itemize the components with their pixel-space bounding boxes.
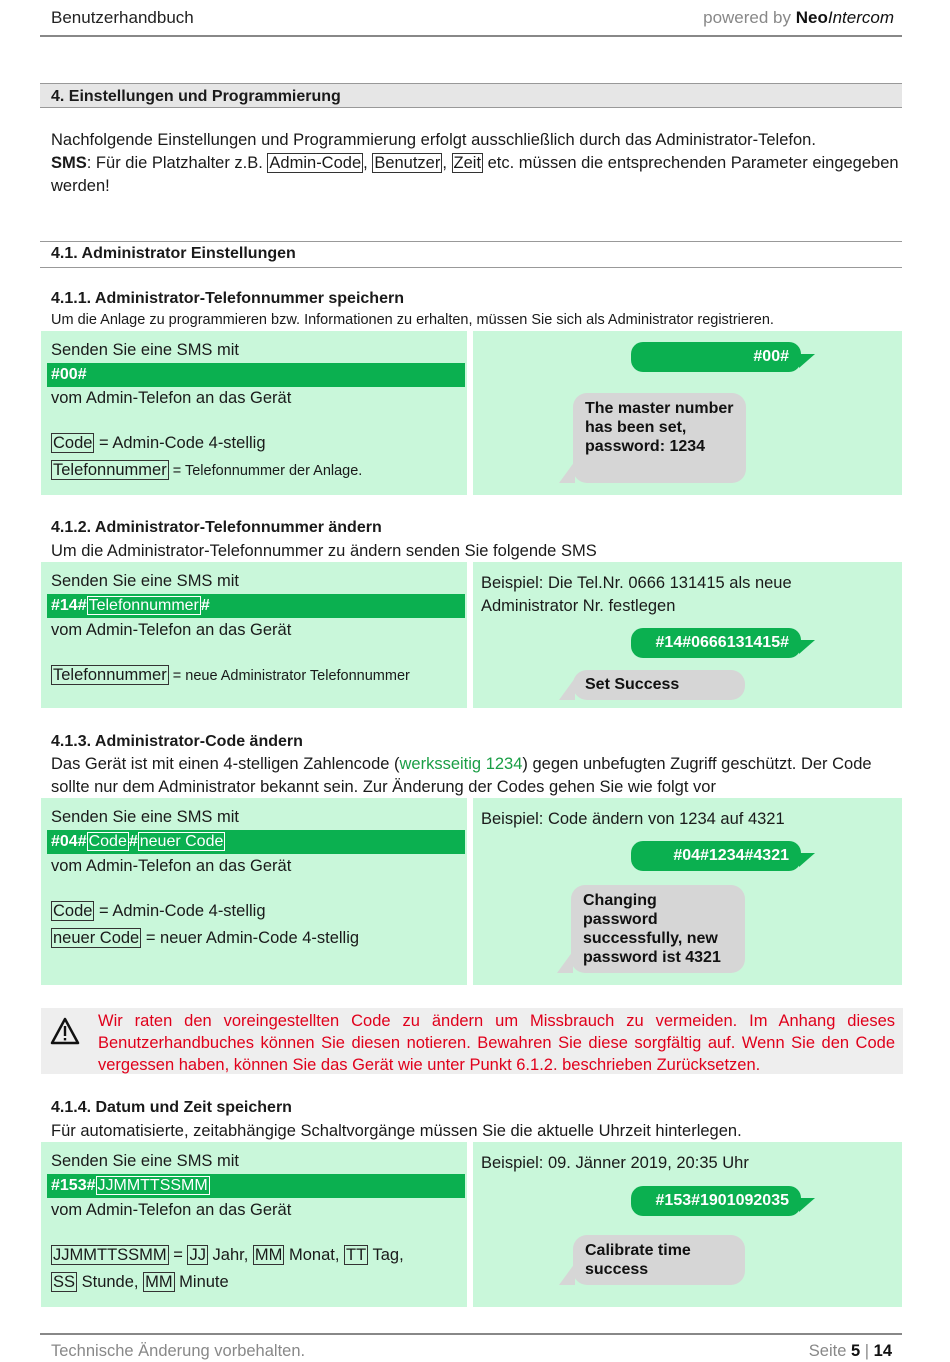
send-sms-label: Senden Sie eine SMS mit bbox=[51, 808, 240, 826]
section-412-desc: Um die Administrator-Telefonnummer zu ändern senden Sie folgende SMS bbox=[51, 542, 597, 560]
text-span: = Admin-Code 4-stellig bbox=[94, 434, 266, 452]
panel-divider bbox=[467, 1142, 473, 1307]
code-line bbox=[51, 434, 266, 453]
sms-bubble-sent: #14#0666131415# bbox=[631, 628, 801, 658]
panel-414 bbox=[41, 1142, 902, 1307]
text-span: Tag, bbox=[368, 1246, 404, 1264]
panel-divider bbox=[467, 562, 473, 708]
example-line2: Administrator Nr. festlegen bbox=[481, 597, 676, 615]
placeholder-new-code: neuer Code bbox=[139, 833, 224, 850]
section-4-line3: werden! bbox=[51, 177, 110, 195]
page-label: Seite bbox=[808, 1342, 847, 1360]
text-span: Jahr, bbox=[207, 1246, 253, 1264]
code-line bbox=[51, 902, 266, 921]
default-code-note: werksseitig 1234 bbox=[399, 755, 523, 773]
section-413-title: 4.1.3. Administrator-Code ändern bbox=[51, 733, 303, 750]
section-412-title: 4.1.2. Administrator-Telefonnummer ändern bbox=[51, 519, 382, 536]
placeholder-datetime: JJMMTTSSMM bbox=[53, 1246, 167, 1264]
brand-neo: Neo bbox=[795, 8, 828, 27]
sms-bubble-reply: Calibrate time success bbox=[573, 1235, 745, 1285]
cmd-prefix: #14# bbox=[51, 597, 87, 614]
from-admin-label: vom Admin-Telefon an das Gerät bbox=[51, 1201, 292, 1219]
section-414-title: 4.1.4. Datum und Zeit speichern bbox=[51, 1099, 292, 1116]
panel-412 bbox=[41, 562, 902, 708]
send-sms-label: Senden Sie eine SMS mit bbox=[51, 341, 240, 359]
total-pages: 14 bbox=[873, 1342, 892, 1360]
placeholder-new-code: neuer Code bbox=[53, 929, 140, 947]
section-41-title: 4.1. Administrator Einstellungen bbox=[51, 245, 296, 262]
warning-icon bbox=[50, 1017, 80, 1045]
section-4-text bbox=[51, 129, 903, 198]
text-span: = Admin-Code 4-stellig bbox=[94, 902, 266, 920]
powered-by: powered by bbox=[703, 8, 791, 27]
example-text: Beispiel: 09. Jänner 2019, 20:35 Uhr bbox=[481, 1154, 749, 1172]
section-4-title: 4. Einstellungen und Programmierung bbox=[40, 83, 902, 108]
sms-bubble-sent: #153#1901092035 bbox=[631, 1186, 801, 1216]
header-brand bbox=[703, 8, 894, 28]
panel-411 bbox=[41, 331, 902, 495]
text-span: , bbox=[442, 154, 452, 172]
from-admin-label: vom Admin-Telefon an das Gerät bbox=[51, 621, 292, 639]
example-text bbox=[481, 572, 792, 618]
tel-line bbox=[51, 461, 362, 480]
send-sms-label: Senden Sie eine SMS mit bbox=[51, 1152, 240, 1170]
sms-bubble-sent: #00# bbox=[631, 342, 801, 372]
placeholder-admin-code: Admin-Code bbox=[269, 154, 362, 172]
cmd-separator: # bbox=[128, 833, 138, 850]
sms-bubble-reply: Changing password successfully, new password ist 4321 bbox=[571, 885, 745, 973]
text-span: ) gegen unbefugten Zugriff geschützt. Der Code bbox=[522, 755, 872, 773]
placeholder-benutzer: Benutzer bbox=[374, 154, 441, 172]
page-number bbox=[809, 1342, 892, 1361]
sms-command bbox=[47, 594, 465, 618]
sms-command bbox=[47, 830, 465, 854]
tel-line bbox=[51, 666, 410, 685]
text-span: = neue Administrator Telefonnummer bbox=[168, 668, 410, 684]
text-span: etc. müssen die entsprechenden Parameter eingegeben bbox=[483, 154, 899, 172]
text-span: Minute bbox=[174, 1273, 229, 1291]
placeholder-telefonnummer: Telefonnummer bbox=[53, 666, 167, 684]
sms-command: #00# bbox=[47, 363, 465, 387]
example-text: Beispiel: Code ändern von 1234 auf 4321 bbox=[481, 810, 785, 828]
section-413-line1 bbox=[51, 753, 903, 776]
section-4-line1: Nachfolgende Einstellungen und Programmierung erfolgt ausschließlich durch das Administrator-Telefon. bbox=[51, 131, 816, 149]
sms-label: SMS bbox=[51, 154, 87, 172]
panel-divider bbox=[467, 798, 473, 985]
text-span: Das Gerät ist mit einen 4-stelligen Zahlencode ( bbox=[51, 755, 400, 773]
datetime-line1 bbox=[51, 1246, 404, 1265]
text-span: Stunde, bbox=[77, 1273, 144, 1291]
text-span: = neuer Admin-Code 4-stellig bbox=[141, 929, 360, 947]
section-411-title: 4.1.1. Administrator-Telefonnummer speichern bbox=[51, 290, 404, 307]
section-411-desc: Um die Anlage zu programmieren bzw. Informationen zu erhalten, müssen Sie sich als Administrator registrieren. bbox=[51, 312, 774, 328]
cmd-prefix: #04# bbox=[51, 833, 87, 850]
warning-text: Wir raten den voreingestellten Code zu ändern um Missbrauch zu vermeiden. Im Anhang dieses Benutzerhandbuches können Sie diesen notieren. Bewahren Sie diese sorgfältig auf. Wenn Sie den Code vergessen haben, können Sie das Gerät wie unter Punkt 6.1.2. beschrieben Zurücksetzen. bbox=[98, 1012, 895, 1074]
footer-note: Technische Änderung vorbehalten. bbox=[51, 1342, 306, 1360]
section-413-desc bbox=[51, 753, 903, 799]
cmd-suffix: # bbox=[200, 597, 210, 614]
brand-intercom: Intercom bbox=[827, 8, 894, 27]
header-title: Benutzerhandbuch bbox=[51, 8, 194, 27]
rule bbox=[40, 267, 902, 268]
text-span: = bbox=[168, 1246, 188, 1264]
placeholder-code: Code bbox=[88, 833, 127, 850]
sms-command bbox=[47, 1174, 465, 1198]
placeholder-datetime: JJMMTTSSMM bbox=[97, 1177, 208, 1194]
section-414-desc: Für automatisierte, zeitabhängige Schaltvorgänge müssen Sie die aktuelle Uhrzeit hinterlegen. bbox=[51, 1122, 742, 1140]
placeholder-zeit: Zeit bbox=[453, 154, 482, 172]
sms-bubble-sent: #04#1234#4321 bbox=[631, 841, 801, 871]
panel-divider bbox=[467, 331, 473, 495]
warning-box bbox=[41, 1008, 903, 1074]
footer-rule bbox=[40, 1333, 902, 1335]
placeholder-minute: MM bbox=[145, 1273, 173, 1291]
text-span: Monat, bbox=[284, 1246, 345, 1264]
cmd-prefix: #153# bbox=[51, 1177, 96, 1194]
text-span: , bbox=[363, 154, 373, 172]
new-code-line bbox=[51, 929, 359, 948]
panel-413 bbox=[41, 798, 902, 985]
current-page: 5 bbox=[850, 1342, 861, 1360]
placeholder-telefonnummer: Telefonnummer bbox=[53, 461, 167, 479]
datetime-line2 bbox=[51, 1273, 229, 1292]
placeholder-day: TT bbox=[346, 1246, 367, 1264]
placeholder-telefonnummer: Telefonnummer bbox=[88, 597, 199, 614]
sms-bubble-reply: Set Success bbox=[573, 670, 745, 700]
section-4-line2 bbox=[51, 152, 903, 175]
placeholder-month: MM bbox=[254, 1246, 283, 1264]
text-span: = Telefonnummer der Anlage. bbox=[168, 463, 363, 479]
rule bbox=[40, 241, 902, 242]
text-span: : Für die Platzhalter z.B. bbox=[86, 154, 268, 172]
example-line1: Beispiel: Die Tel.Nr. 0666 131415 als neue bbox=[481, 574, 792, 592]
from-admin-label: vom Admin-Telefon an das Gerät bbox=[51, 389, 292, 407]
from-admin-label: vom Admin-Telefon an das Gerät bbox=[51, 857, 292, 875]
placeholder-code: Code bbox=[53, 902, 93, 920]
header-rule bbox=[40, 35, 902, 37]
sms-bubble-reply: The master number has been set, password: 1234 bbox=[573, 393, 746, 483]
send-sms-label: Senden Sie eine SMS mit bbox=[51, 572, 240, 590]
section-413-line2: sollte nur dem Administrator bekannt sein. Zur Änderung der Codes gehen Sie wie folgt vor bbox=[51, 778, 716, 796]
placeholder-hour: SS bbox=[53, 1273, 76, 1291]
placeholder-year: JJ bbox=[189, 1246, 206, 1264]
page-separator: | bbox=[860, 1342, 874, 1360]
placeholder-code: Code bbox=[53, 434, 93, 452]
